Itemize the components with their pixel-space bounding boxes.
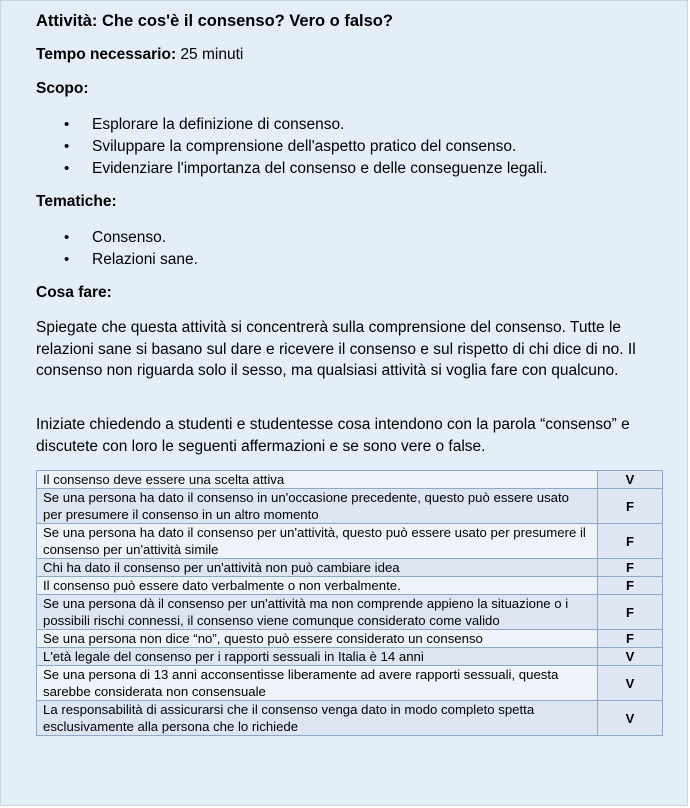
- table-row: [37, 701, 663, 736]
- scope-list: [36, 114, 547, 180]
- table-row: [37, 630, 663, 648]
- true-false-table: [36, 470, 663, 736]
- answer-cell: F: [598, 524, 663, 559]
- instructions-paragraph-1: Spiegate che questa attività si concentrerà sulla comprensione del consenso. Tutte le relazioni sane si basano sul dare e ricevere il consenso e sul rispetto di chi dice di no. Il consenso non riguarda solo il sesso, ma qualsiasi attività si voglia fare con qualcuno.: [36, 319, 636, 379]
- statement-cell: Se una persona non dice “no”, questo può essere considerato un consenso: [37, 630, 598, 648]
- statement-cell: Se una persona ha dato il consenso in un'occasione precedente, questo può essere usato per presumere il consenso in un altro momento: [37, 489, 598, 524]
- statement-cell: Se una persona di 13 anni acconsentisse liberamente ad avere rapporti sessuali, questa sarebbe considerata non consensuale: [37, 666, 598, 701]
- statement-cell: L'età legale del consenso per i rapporti sessuali in Italia è 14 anni: [37, 648, 598, 666]
- list-item: • Relazioni sane.: [36, 249, 198, 271]
- table-row: [37, 559, 663, 577]
- todo-heading: Cosa fare:: [36, 284, 112, 301]
- list-item: • Evidenziare l'importanza del consenso e delle conseguenze legali.: [36, 158, 547, 180]
- table-row: [37, 577, 663, 595]
- table-row: [37, 471, 663, 489]
- list-item: • Esplorare la definizione di consenso.: [36, 114, 547, 136]
- table-row: [37, 595, 663, 630]
- answer-cell: F: [598, 595, 663, 630]
- answer-cell: F: [598, 577, 663, 595]
- table-row: [37, 648, 663, 666]
- statement-cell: Il consenso può essere dato verbalmente o non verbalmente.: [37, 577, 598, 595]
- statement-cell: Chi ha dato il consenso per un'attività non può cambiare idea: [37, 559, 598, 577]
- list-item: • Sviluppare la comprensione dell'aspetto pratico del consenso.: [36, 136, 547, 158]
- answer-cell: V: [598, 648, 663, 666]
- statement-cell: Il consenso deve essere una scelta attiva: [37, 471, 598, 489]
- answer-cell: F: [598, 489, 663, 524]
- scope-heading: Scopo:: [36, 80, 89, 97]
- answer-cell: F: [598, 630, 663, 648]
- list-item: • Consenso.: [36, 227, 198, 249]
- answer-cell: V: [598, 666, 663, 701]
- time-label: Tempo necessario:: [36, 46, 177, 63]
- answer-cell: F: [598, 559, 663, 577]
- themes-heading: Tematiche:: [36, 193, 117, 210]
- statement-cell: Se una persona dà il consenso per un'attività ma non comprende appieno la situazione o i possibili rischi connessi, il consenso viene comunque considerato come valido: [37, 595, 598, 630]
- time-value: 25 minuti: [176, 46, 244, 63]
- themes-list: [36, 227, 198, 271]
- table-row: [37, 489, 663, 524]
- table-row: [37, 524, 663, 559]
- statement-cell: La responsabilità di assicurarsi che il consenso venga dato in modo completo spetta esclusivamente alla persona che lo richiede: [37, 701, 598, 736]
- time-required: [36, 46, 243, 64]
- instructions-paragraph-2: Iniziate chiedendo a studenti e studentesse cosa intendono con la parola “consenso” e discutete con loro le seguenti affermazioni e se sono vere o false.: [36, 416, 630, 455]
- statement-cell: Se una persona ha dato il consenso per un'attività, questo può essere usato per presumere il consenso per un'attività simile: [37, 524, 598, 559]
- table-row: [37, 666, 663, 701]
- answer-cell: V: [598, 701, 663, 736]
- activity-title: Attività: Che cos'è il consenso? Vero o falso?: [36, 12, 393, 30]
- answer-cell: V: [598, 471, 663, 489]
